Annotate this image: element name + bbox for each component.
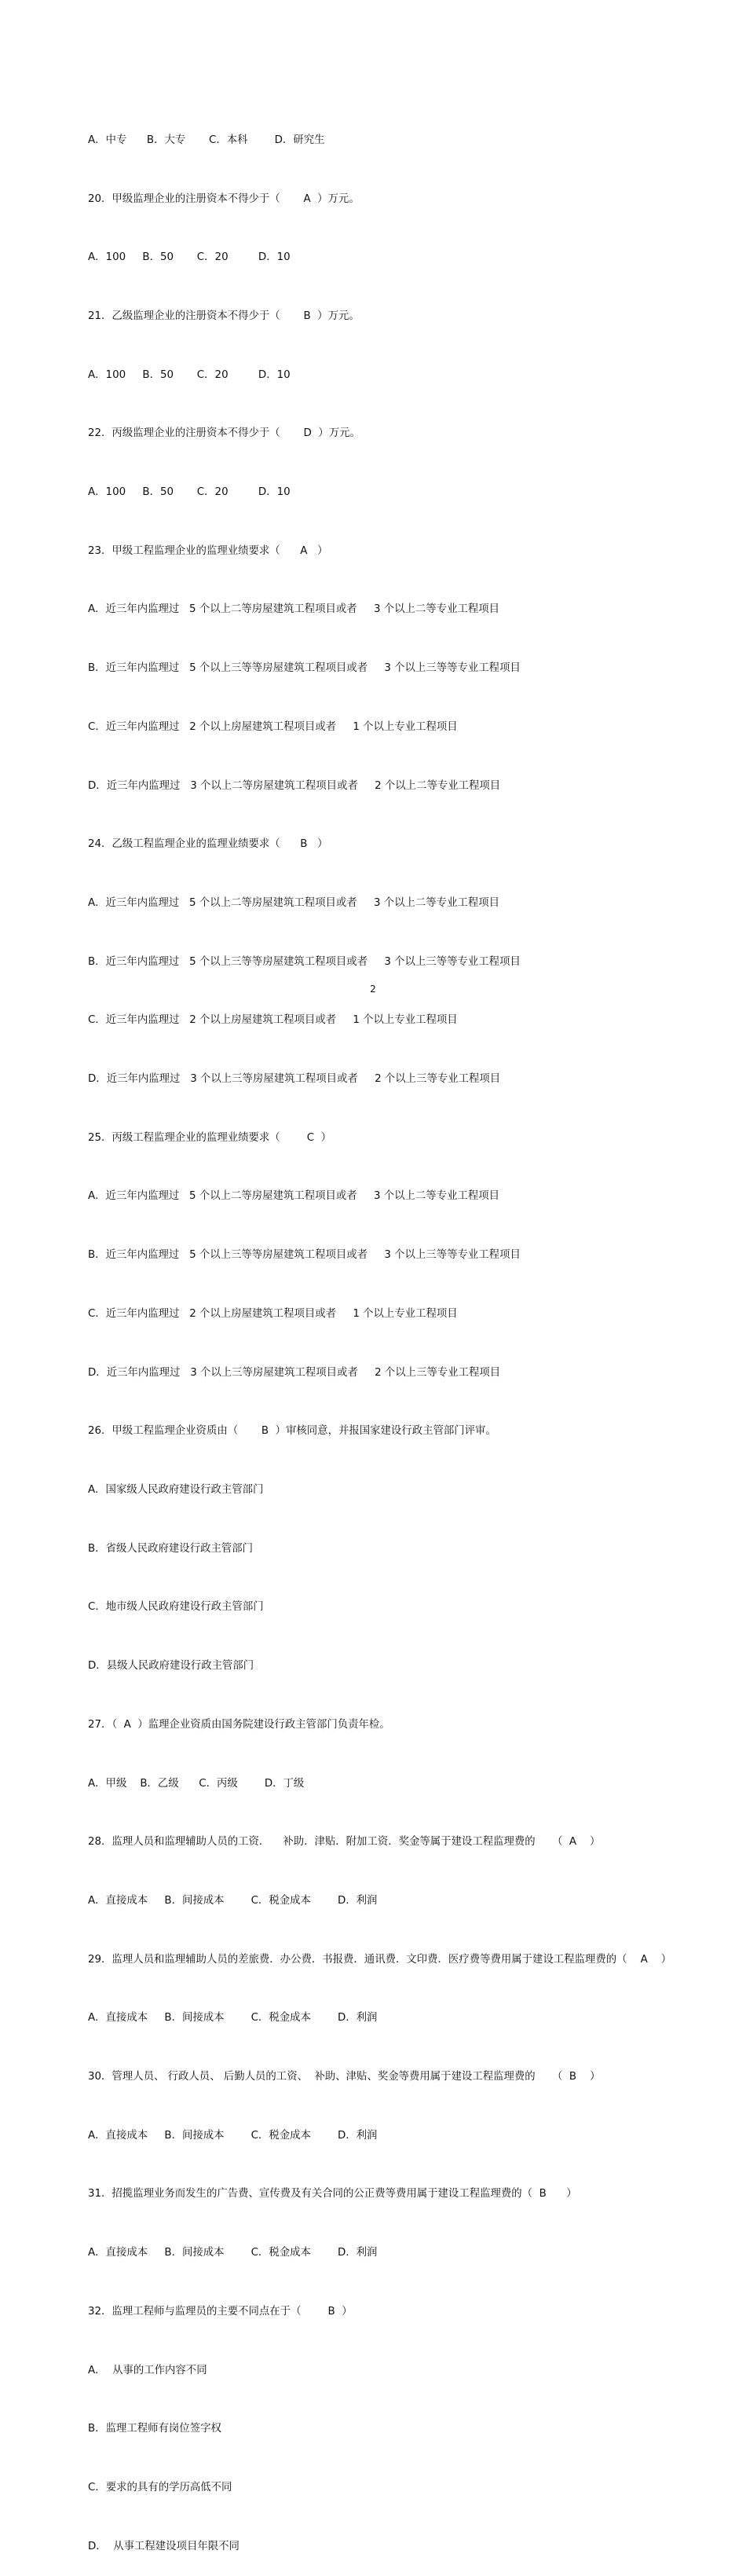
question-20-options: A．100 B．50 C．20 D．10 bbox=[88, 251, 291, 264]
question-27: 27．（ A ）监理企业资质由国务院建设行政主管部门负责年检。 bbox=[88, 1718, 390, 1731]
question-24-option-d: D．近三年内监理过 3 个以上三等房屋建筑工程项目或者 2 个以上三等专业工程项目 bbox=[88, 1073, 501, 1086]
question-25-option-b: B．近三年内监理过 5 个以上三等等房屋建筑工程项目或者 3 个以上三等等专业工程项目 bbox=[88, 1249, 521, 1262]
question-25-option-d: D．近三年内监理过 3 个以上三等房屋建筑工程项目或者 2 个以上三等专业工程项目 bbox=[88, 1366, 501, 1379]
question-32-option-b: B．监理工程师有岗位签字权 bbox=[88, 2423, 221, 2435]
question-25-option-c: C．近三年内监理过 2 个以上房屋建筑工程项目或者 1 个以上专业工程项目 bbox=[88, 1307, 458, 1320]
question-23-option-a: A．近三年内监理过 5 个以上二等房屋建筑工程项目或者 3 个以上二等专业工程项目 bbox=[88, 603, 500, 616]
question-25-option-a: A．近三年内监理过 5 个以上二等房屋建筑工程项目或者 3 个以上二等专业工程项目 bbox=[88, 1190, 500, 1203]
question-28-options: A．直接成本 B．间接成本 C．税金成本 D．利润 bbox=[88, 1894, 378, 1907]
question-21-options: A．100 B．50 C．20 D．10 bbox=[88, 368, 291, 381]
question-32: 32．监理工程师与监理员的主要不同点在于（ B ） bbox=[88, 2305, 353, 2318]
question-31-options: A．直接成本 B．间接成本 C．税金成本 D．利润 bbox=[88, 2247, 378, 2259]
question-24-option-b: B．近三年内监理过 5 个以上三等等房屋建筑工程项目或者 3 个以上三等等专业工程项目 bbox=[88, 955, 521, 968]
question-28: 28．监理人员和监理辅助人员的工资． 补助．津贴．附加工资．奖金等属于建设工程监理费的 （ A ） bbox=[88, 1836, 601, 1849]
question-22-options: A．100 B．50 C．20 D．10 bbox=[88, 486, 291, 499]
question-25: 25．丙级工程监理企业的监理业绩要求（ C ） bbox=[88, 1131, 331, 1144]
question-24-option-a: A．近三年内监理过 5 个以上二等房屋建筑工程项目或者 3 个以上二等专业工程项目 bbox=[88, 896, 500, 909]
question-29: 29．监理人员和监理辅助人员的差旅费．办公费．书报费．通讯费．文印费．医疗费等费用属于建设工程监理费的（ A ） bbox=[88, 1953, 672, 1966]
document-body bbox=[88, 92, 672, 2576]
question-26: 26．甲级工程监理企业资质由（ B ）审核同意，并报国家建设行政主管部门评审。 bbox=[88, 1425, 496, 1438]
question-30: 30．管理人员、 行政人员、 后勤人员的工资、 补助、津贴、奖金等费用属于建设工程监理费的 （ B ） bbox=[88, 2071, 601, 2083]
page-number: 2 bbox=[370, 984, 376, 995]
question-24: 24．乙级工程监理企业的监理业绩要求（ B ） bbox=[88, 838, 328, 851]
question-22: 22．丙级监理企业的注册资本不得少于（ D ）万元。 bbox=[88, 427, 360, 440]
question-23-option-c: C．近三年内监理过 2 个以上房屋建筑工程项目或者 1 个以上专业工程项目 bbox=[88, 720, 458, 733]
question-32-option-d: D． 从事工程建设项目年限不同 bbox=[88, 2540, 240, 2552]
question-26-option-c: C．地市级人民政府建设行政主管部门 bbox=[88, 1601, 264, 1614]
question-32-option-a: A． 从事的工作内容不同 bbox=[88, 2364, 207, 2376]
question-23-option-b: B．近三年内监理过 5 个以上三等等房屋建筑工程项目或者 3 个以上三等等专业工程项目 bbox=[88, 662, 521, 675]
question-30-options: A．直接成本 B．间接成本 C．税金成本 D．利润 bbox=[88, 2129, 378, 2142]
question-23-option-d: D．近三年内监理过 3 个以上二等房屋建筑工程项目或者 2 个以上二等专业工程项目 bbox=[88, 779, 501, 792]
question-26-option-d: D．县级人民政府建设行政主管部门 bbox=[88, 1660, 254, 1673]
question-21: 21．乙级监理企业的注册资本不得少于（ B ）万元。 bbox=[88, 310, 360, 322]
question-23: 23．甲级工程监理企业的监理业绩要求（ A ） bbox=[88, 544, 328, 557]
question-26-option-b: B．省级人民政府建设行政主管部门 bbox=[88, 1542, 254, 1555]
question-29-options: A．直接成本 B．间接成本 C．税金成本 D．利润 bbox=[88, 2012, 378, 2025]
question-19-options: A．中专 B．大专 C．本科 D．研究生 bbox=[88, 134, 325, 146]
question-24-option-c: C．近三年内监理过 2 个以上房屋建筑工程项目或者 1 个以上专业工程项目 bbox=[88, 1014, 458, 1027]
question-32-option-c: C．要求的具有的学历高低不同 bbox=[88, 2481, 232, 2494]
question-31: 31．招揽监理业务而发生的广告费、宣传费及有关合同的公正费等费用属于建设工程监理费的（ B ） bbox=[88, 2188, 577, 2200]
question-20: 20．甲级监理企业的注册资本不得少于（ A ）万元。 bbox=[88, 192, 360, 205]
question-26-option-a: A．国家级人民政府建设行政主管部门 bbox=[88, 1483, 264, 1496]
question-27-options: A．甲级 B．乙级 C．丙级 D．丁级 bbox=[88, 1777, 305, 1790]
